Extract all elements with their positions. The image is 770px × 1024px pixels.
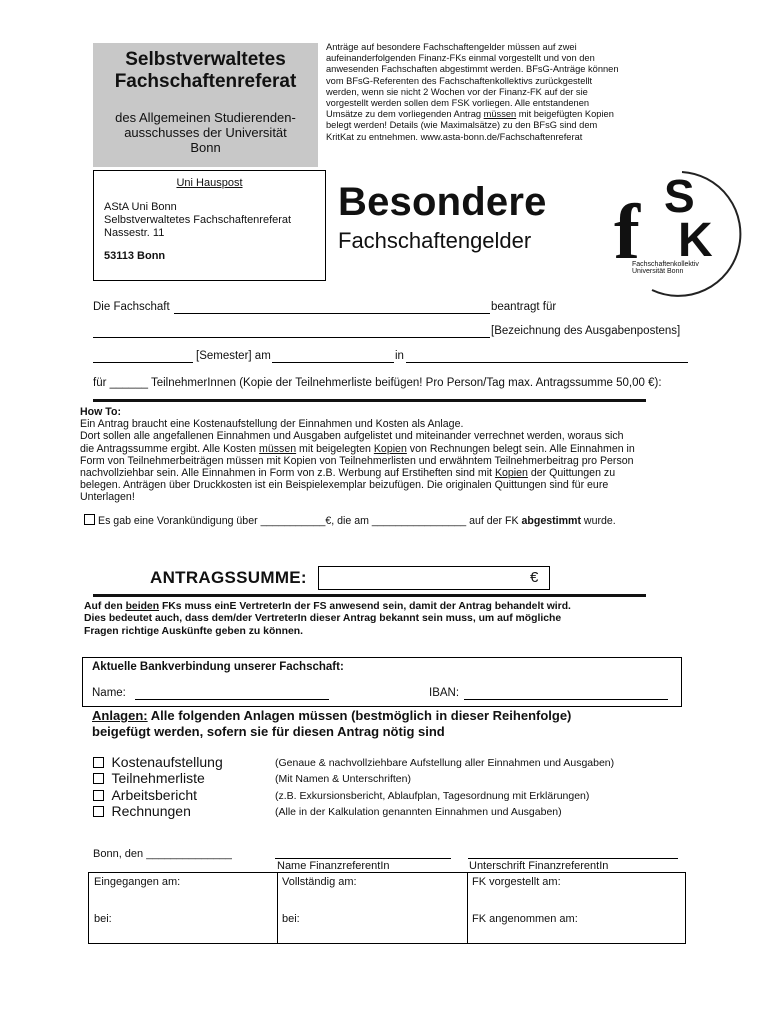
referat-title-line2: Fachschaftenreferat <box>114 71 297 92</box>
attachment-label: Rechnungen <box>111 803 191 819</box>
warning-line: Dies bedeutet auch, dass dem/der VertreterIn dieser Antrag bekannt sein muss, um auf mögliche <box>84 613 562 625</box>
referat-sub-line3: Bonn <box>190 140 221 155</box>
name-signature-line[interactable] <box>275 858 451 859</box>
form-title: Besondere <box>338 180 547 224</box>
received-by-cell: bei: <box>94 913 112 925</box>
attachment-desc: (Alle in der Kalkulation genannten Einnahmen und Ausgaben) <box>275 806 562 818</box>
separator-rule <box>93 594 646 597</box>
howto-section <box>80 406 690 527</box>
notice-line: KritKat zu entnehmen. www.asta-bonn.de/Fachschaftenreferat <box>326 131 583 142</box>
howto-line: Dort sollen alle angefallenen Einnahmen und Ausgaben aufgelistet und miteinander verrechnet werden, woraus sich <box>80 430 624 443</box>
howto-line: die Antragssumme ergibt. Alle Kosten müssen mit beigelegten Kopien von Rechnungen belegt sein. Alle Einnahmen in <box>80 442 635 455</box>
notice-line: vorgestellt werden sollen dem FSK vorliegen. Alle entstandenen <box>326 98 590 109</box>
referat-title-line1: Selbstverwaltetes <box>125 49 286 70</box>
attachment-checkbox[interactable] <box>93 790 104 801</box>
semester-label: [Semester] am <box>196 350 271 362</box>
iban-input[interactable] <box>464 699 668 700</box>
name-finanzreferentin-label: Name FinanzreferentIn <box>277 860 390 872</box>
address-zip-city: 53113 Bonn <box>104 250 166 262</box>
svg-text:f: f <box>614 188 640 275</box>
ausgabenposten-label: [Bezeichnung des Ausgabenpostens] <box>491 325 681 337</box>
address-line3: Nassestr. 11 <box>104 227 165 239</box>
referat-sub-line2: ausschusses der Universität <box>124 125 287 140</box>
signature-line[interactable] <box>468 858 678 859</box>
howto-title: How To: <box>80 406 121 418</box>
howto-line: nachvollziehbar sein. Alle Einnahmen in Form von z.B. Werbung auf Erstiheften sind mit Kopien der Quittungen zu <box>80 467 616 480</box>
beantragt-label: beantragt für <box>491 301 557 313</box>
notice-line: werden, wenn sie nicht 2 Wochen vor der Finanz-FK auf der sie <box>326 86 588 97</box>
address-line2: Selbstverwaltetes Fachschaftenreferat <box>104 214 292 226</box>
office-use-table <box>88 872 686 944</box>
date-input-line[interactable] <box>272 362 394 363</box>
place-date-field[interactable]: Bonn, den ______________ <box>93 848 232 860</box>
attachment-label: Teilnehmerliste <box>111 770 205 786</box>
attachment-label: Kostenaufstellung <box>111 754 223 770</box>
logo-caption1: Fachschaftenkollektiv <box>632 261 699 268</box>
location-input-line[interactable] <box>406 362 688 363</box>
bank-name-input[interactable] <box>135 699 329 700</box>
attachment-desc: (Mit Namen & Unterschriften) <box>275 773 411 785</box>
address-heading: Uni Hauspost <box>176 177 243 189</box>
fk-accepted-cell: FK angenommen am: <box>472 913 578 925</box>
participants-line: für ______ TeilnehmerInnen (Kopie der Teilnehmerliste beifügen! Pro Person/Tag max. Antragssumme 50,00 €): <box>93 377 662 389</box>
address-line1: AStA Uni Bonn <box>104 201 177 213</box>
howto-line: Form von Teilnehmerbeiträgen müssen mit Kopien von Teilnehmerlisten und erwähntem Teilnehmerbeitrag pro Person <box>80 454 634 467</box>
in-label: in <box>395 350 404 362</box>
fsk-logo <box>612 162 768 302</box>
attachments-title: Anlagen: Alle folgenden Anlagen müssen (bestmöglich in dieser Reihenfolge) beigefügt werden, sofern sie für diesen Antrag nötig sind <box>92 708 572 739</box>
attachment-desc: (Genaue & nachvollziehbare Aufstellung aller Einnahmen und Ausgaben) <box>275 757 615 769</box>
howto-line: Ein Antrag braucht eine Kostenaufstellung der Einnahmen und Kosten als Anlage. <box>80 418 464 431</box>
form-subtitle: Fachschaftengelder <box>338 228 532 253</box>
signature-finanzreferentin-label: Unterschrift FinanzreferentIn <box>469 860 609 872</box>
announcement-checkbox[interactable] <box>84 514 95 525</box>
logo-caption2: Universität Bonn <box>632 268 684 275</box>
notice-text <box>326 42 656 143</box>
complete-cell: Vollständig am: <box>282 876 357 888</box>
howto-line: Unterlagen! <box>80 491 135 504</box>
bank-details-box <box>82 657 682 707</box>
attachment-item <box>93 803 191 821</box>
announcement-row: Es gab eine Vorankündigung über ___________€, die am ________________ auf der FK abgestimmt wurde. <box>80 514 690 527</box>
complete-by-cell: bei: <box>282 913 300 925</box>
howto-line: belegen. Anträgen über Druckkosten ist ein Beispielexemplar beizufügen. Die originalen Quittungen sind für eure <box>80 479 609 492</box>
fachschaft-label: Die Fachschaft <box>93 301 170 313</box>
attachment-checkbox[interactable] <box>93 806 104 817</box>
semester-input-line[interactable] <box>93 362 193 363</box>
warning-line: Fragen richtige Auskünfte geben zu können. <box>84 625 303 637</box>
svg-text:S: S <box>664 170 695 222</box>
notice-line: vom BFsG-Referenten des Fachschaftenkollektivs zurückgestellt <box>326 75 593 86</box>
notice-line: belegt werden! Details (wie Maximalsätze) zu den BFsG sind dem <box>326 120 598 131</box>
fachschaft-input-line[interactable] <box>174 313 490 314</box>
fk-presented-cell: FK vorgestellt am: <box>472 876 561 888</box>
table-divider <box>467 873 468 943</box>
attachment-desc: (z.B. Exkursionsbericht, Ablaufplan, Tagesordnung mit Erklärungen) <box>275 790 590 802</box>
notice-line: anwesenden Fachschaften abgestimmt werden. BFsG-Anträge können <box>326 64 619 75</box>
attachment-checkbox[interactable] <box>93 773 104 784</box>
address-box <box>93 170 326 281</box>
euro-sign: € <box>530 569 539 586</box>
referat-sub-line1: des Allgemeinen Studierenden- <box>115 110 296 125</box>
attachment-item <box>93 770 205 788</box>
notice-line: Umsätze zu dem vorliegenden Antrag müssen mit beigefügten Kopien <box>326 109 614 120</box>
table-divider <box>277 873 278 943</box>
received-cell: Eingegangen am: <box>94 876 181 888</box>
attachment-checkbox[interactable] <box>93 757 104 768</box>
warning-line: Auf den beiden FKs muss einE VertreterIn der FS anwesend sein, damit der Antrag behandelt wird. <box>84 601 571 612</box>
separator-rule <box>93 399 646 402</box>
antragssumme-input[interactable] <box>318 566 550 590</box>
svg-text:K: K <box>678 214 713 267</box>
iban-label: IBAN: <box>429 687 460 699</box>
notice-line: Anträge auf besondere Fachschaftengelder müssen auf zwei <box>326 42 577 52</box>
attachment-label: Arbeitsbericht <box>111 787 198 803</box>
notice-line: aufeinanderfolgenden Finanz-FKs einmal vorgestellt und von den <box>326 53 595 64</box>
bank-name-label: Name: <box>92 687 126 699</box>
bank-title: Aktuelle Bankverbindung unserer Fachschaft: <box>92 661 344 673</box>
antragssumme-label: ANTRAGSSUMME: <box>150 568 307 587</box>
ausgabenposten-input-line[interactable] <box>93 337 490 338</box>
representative-warning <box>84 601 684 638</box>
referat-header-box <box>93 43 318 167</box>
